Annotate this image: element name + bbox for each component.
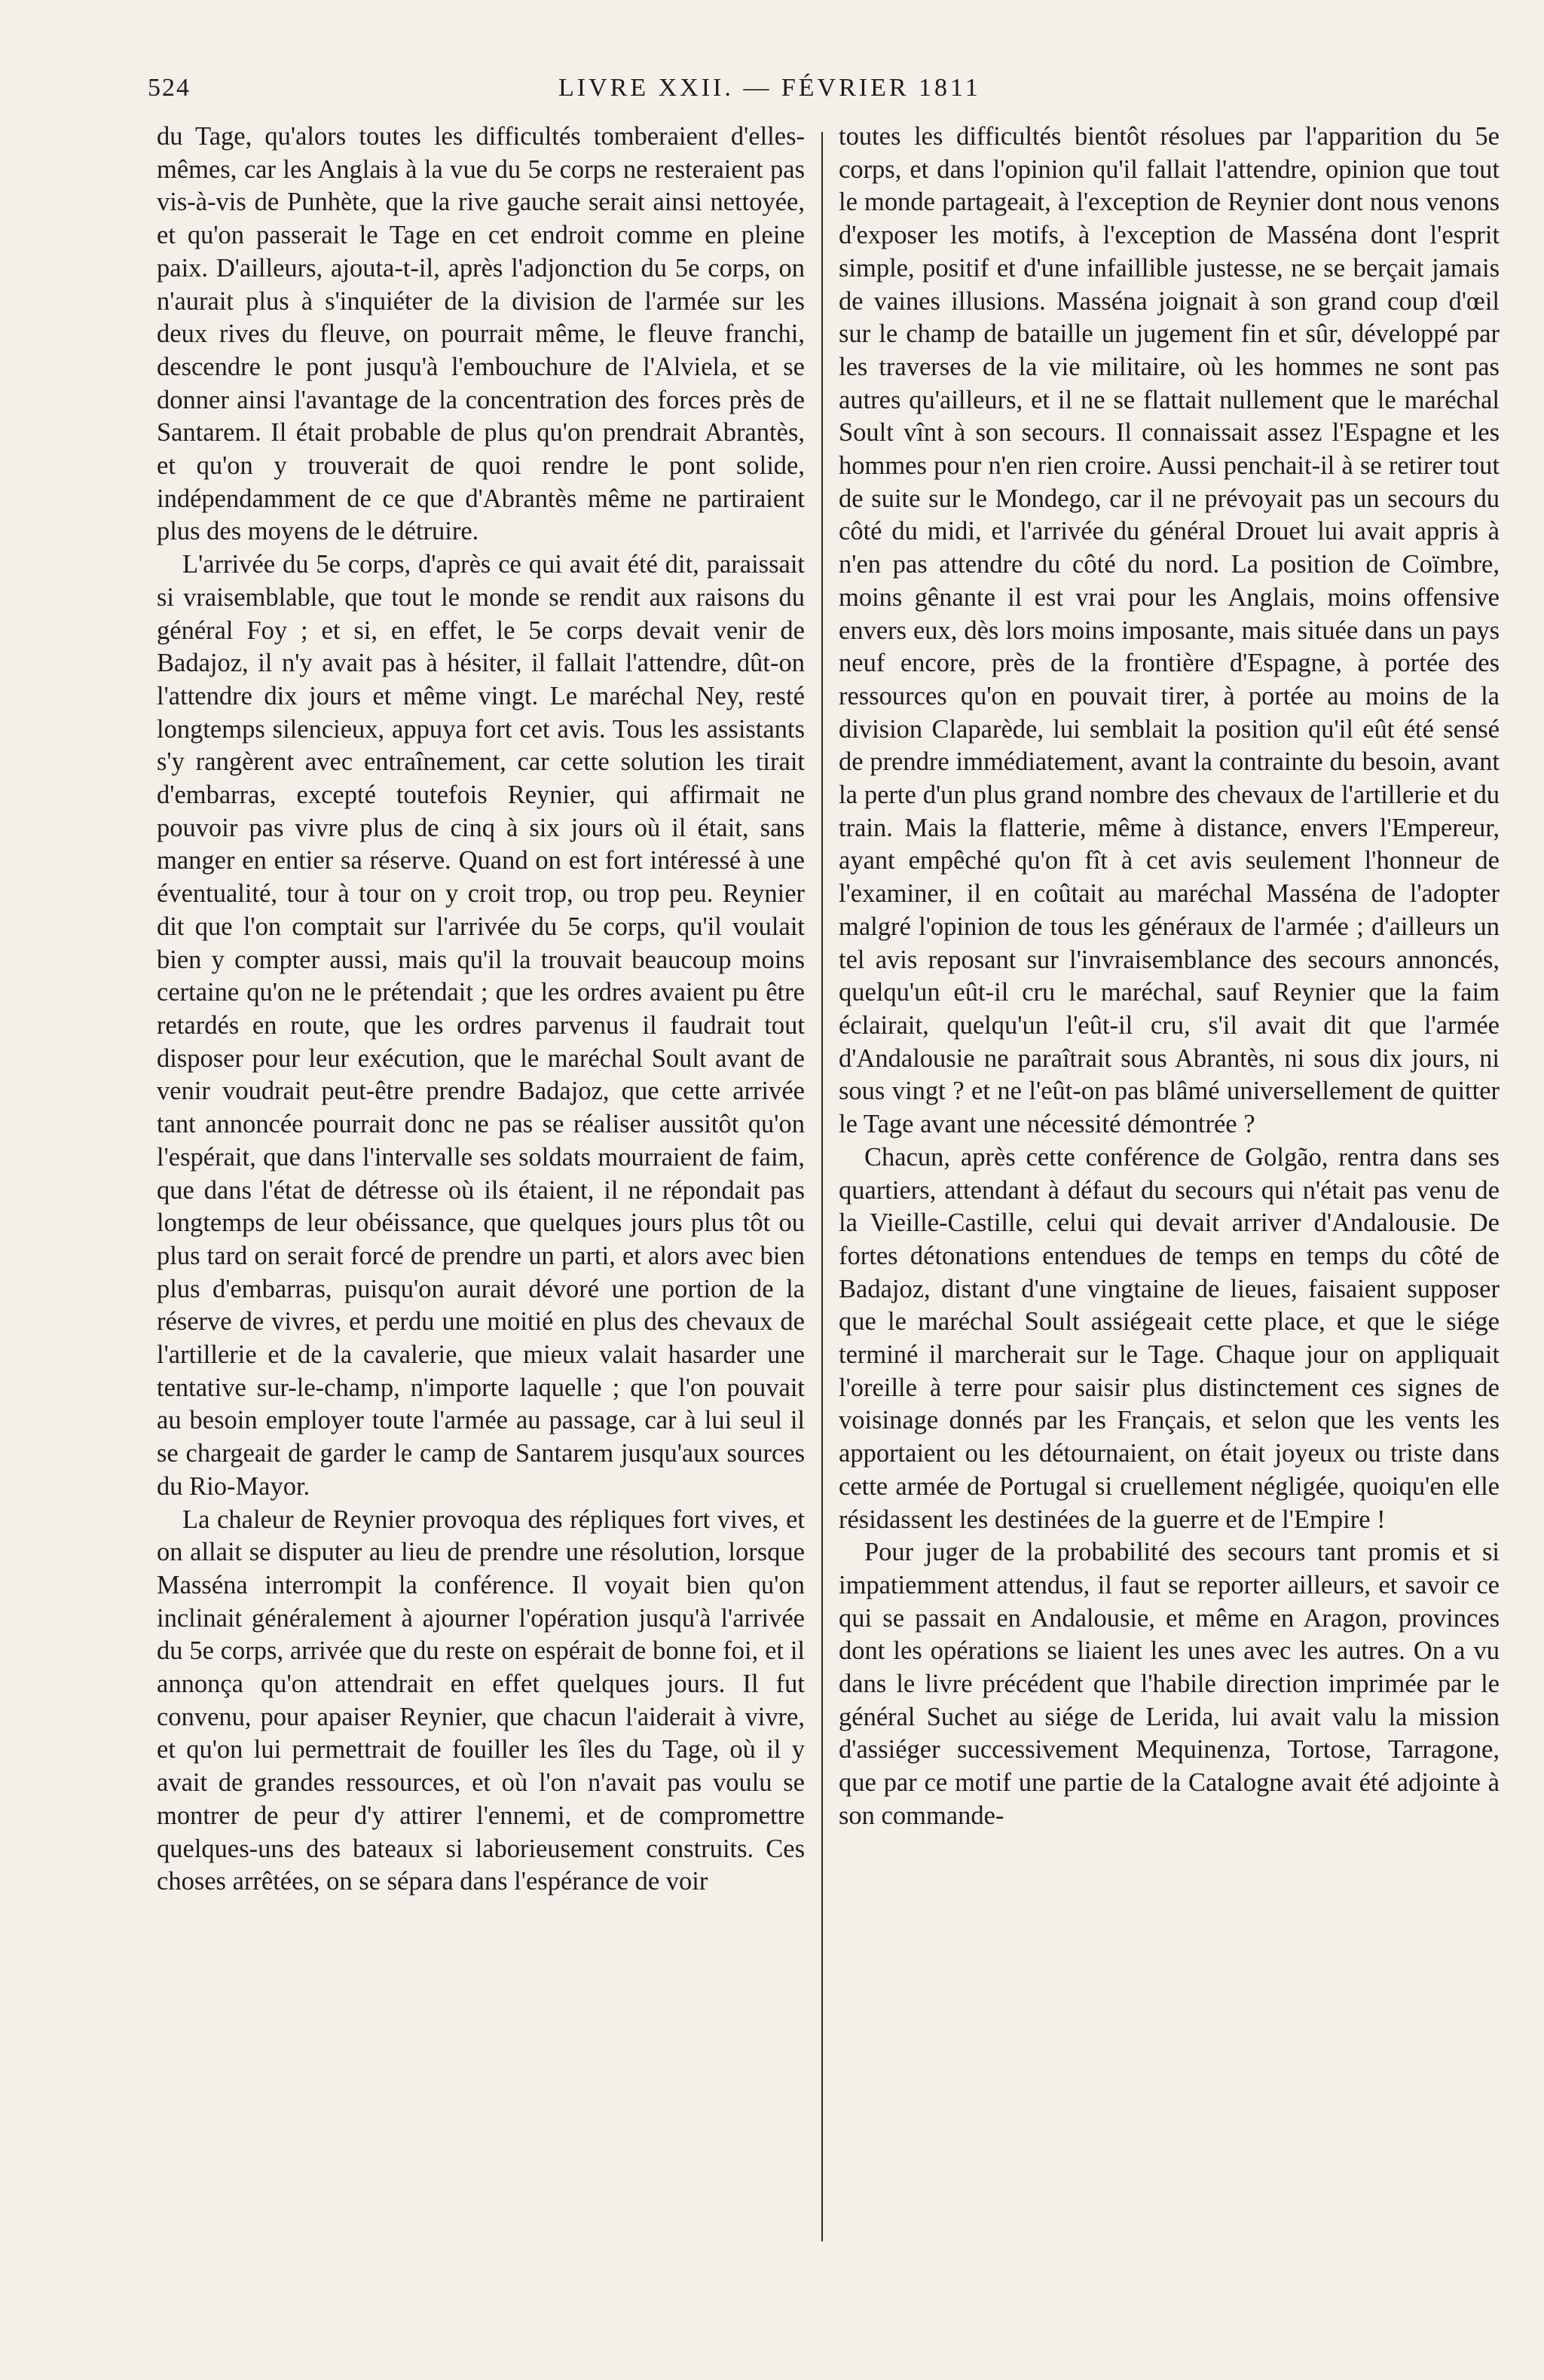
paragraph: La chaleur de Reynier provoqua des répliques fort vives, et on allait se disputer au lieu de prendre une résolution, lorsque Masséna interrompit la conférence. Il voyait bien qu'on inclinait généralement à ajourner l'opération jusqu'à l'arrivée du 5e corps, arrivée que du reste on espérait de bonne foi, et il annonça qu'on attendrait en effet quelques jours. Il fut convenu, pour apaiser Reynier, que chacun l'aiderait à vivre, et qu'on lui permettrait de fouiller les îles du Tage, où il y avait de grandes ressources, et où l'on n'avait pas voulu se montrer de peur d'y attirer l'ennemi, et de compromettre quelques-uns des bateaux si laborieusement construits. Ces choses arrêtées, on se sépara dans l'espérance de voir — [157, 1505, 805, 1896]
right-column — [839, 121, 1500, 1833]
paragraph: Chacun, après cette conférence de Golgão, rentra dans ses quartiers, attendant à défaut du secours qui n'était pas venu de la Vieille-Castille, celui qui devait arriver d'Andalousie. De fortes détonations entendues de temps en temps du côté de Badajoz, distant d'une vingtaine de lieues, faisaient supposer que le maréchal Soult assiégeait cette place, et que le siége terminé il marcherait sur le Tage. Chaque jour on appliquait l'oreille à terre pour saisir plus distinctement ces signes de voisinage donnés par les Français, et selon que les vents les apportaient ou les détournaient, on était joyeux ou triste dans cette armée de Portugal si cruellement négligée, quoiqu'en elle résidassent les destinées de la guerre et de l'Empire ! — [839, 1142, 1500, 1534]
column-divider — [821, 132, 823, 2241]
running-head: LIVRE XXII. — FÉVRIER 1811 — [558, 74, 981, 102]
paragraph: Pour juger de la probabilité des secours tant promis et si impatiemment attendus, il faut se reporter ailleurs, et savoir ce qui se passait en Andalousie, et même en Aragon, provinces dont les opérations se liaient les unes avec les autres. On a vu dans le livre précédent que l'habile direction imprimée par le général Suchet au siége de Lerida, lui avait valu la mission d'assiéger successivement Mequinenza, Tortose, Tarragone, que par ce motif une partie de la Catalogne avait été adjointe à son commande- — [839, 1538, 1500, 1830]
page-number: 524 — [148, 74, 191, 102]
paragraph: L'arrivée du 5e corps, d'après ce qui avait été dit, paraissait si vraisemblable, que tout le monde se rendit aux raisons du général Foy ; et si, en effet, le 5e corps devait venir de Badajoz, il n'y avait pas à hésiter, il fallait l'attendre, dût-on l'attendre dix jours et même vingt. Le maréchal Ney, resté longtemps silencieux, appuya fort cet avis. Tous les assistants s'y rangèrent avec entraînement, car cette solution les tirait d'embarras, excepté toutefois Reynier, qui affirmait ne pouvoir pas vivre plus de cinq à six jours où il était, sans manger en entier sa réserve. Quand on est fort intéressé à une éventualité, tour à tour on y croit trop, ou trop peu. Reynier dit que l'on comptait sur l'arrivée du 5e corps, qu'il voulait bien y compter aussi, mais qu'il la trouvait beaucoup moins certaine qu'on ne le prétendait ; que les ordres avaient pu être retardés en route, que les ordres parvenus il faudrait tout disposer pour leur exécution, que le maréchal Soult avant de venir voudrait peut-être prendre Badajoz, que cette arrivée tant annoncée pourrait donc ne pas se réaliser aussitôt qu'on l'espérait, que dans l'intervalle ses soldats mourraient de faim, que dans l'état de détresse où ils étaient, il ne répondait pas longtemps de leur obéissance, que quelques jours plus tôt ou plus tard on serait forcé de prendre un parti, et alors avec bien plus d'embarras, puisqu'on aurait dévoré une portion de la réserve de vivres, et perdu une moitié en plus des chevaux de l'artillerie et de la cavalerie, que mieux valait hasarder une tentative sur-le-champ, n'importe laquelle ; que l'on pouvait au besoin employer toute l'armée au passage, car à lui seul il se chargeait de garder le camp de Santarem jusqu'aux sources du Rio-Mayor. — [157, 550, 805, 1501]
page-header — [148, 66, 1504, 112]
paragraph: du Tage, qu'alors toutes les difficultés tomberaient d'elles-mêmes, car les Anglais à la vue du 5e corps ne resteraient pas vis-à-vis de Punhète, que la rive gauche serait ainsi nettoyée, et qu'on passerait le Tage en cet endroit comme en pleine paix. D'ailleurs, ajouta-t-il, après l'adjonction du 5e corps, on n'aurait plus à s'inquiéter de la division de l'armée sur les deux rives du fleuve, on pourrait même, le fleuve franchi, descendre le pont jusqu'à l'embouchure de l'Alviela, et se donner ainsi l'avantage de la concentration des forces près de Santarem. Il était probable de plus qu'on prendrait Abrantès, et qu'on y trouverait de quoi rendre le pont solide, indépendamment de ce que d'Abrantès même ne partiraient plus des moyens de le détruire. — [157, 122, 805, 546]
left-column — [157, 121, 805, 1899]
paragraph: toutes les difficultés bientôt résolues par l'apparition du 5e corps, et dans l'opinion qu'il fallait l'attendre, opinion que tout le monde partageait, à l'exception de Reynier dont nous venons d'exposer les motifs, à l'exception de Masséna dont l'esprit simple, positif et d'une infaillible justesse, ne se berçait jamais de vaines illusions. Masséna joignait à son grand coup d'œil sur le champ de bataille un jugement fin et sûr, développé par les traverses de la vie militaire, où les hommes ne sont pas autres qu'ailleurs, et il ne se flattait nullement que le maréchal Soult vînt à son secours. Il connaissait assez l'Espagne et les hommes pour n'en rien croire. Aussi penchait-il à se retirer tout de suite sur le Mondego, car il ne prévoyait pas un secours du côté du midi, et l'arrivée du général Drouet lui avait appris à n'en pas attendre du côté du nord. La position de Coïmbre, moins gênante il est vrai pour les Anglais, moins offensive envers eux, dès lors moins imposante, mais située dans un pays neuf encore, près de la frontière d'Espagne, à portée des ressources qu'on en pouvait tirer, à portée au moins de la division Claparède, lui semblait la position qu'il eût été sensé de prendre immédiatement, avant la contrainte du besoin, avant la perte d'un plus grand nombre des chevaux de l'artillerie et du train. Mais la flatterie, même à distance, envers l'Empereur, ayant empêché qu'on fît à cet avis seulement l'honneur de l'examiner, il en coûtait au maréchal Masséna de l'adopter malgré l'opinion de tous les généraux de l'armée ; d'ailleurs un tel avis reposant sur l'invraisemblance des secours annoncés, quelqu'un eût-il cru le maréchal, sauf Reynier que la faim éclairait, quelqu'un l'eût-il cru, s'il avait dit que l'armée d'Andalousie ne paraîtrait sous Abrantès, ni sous dix jours, ni sous vingt ? et ne l'eût-on pas blâmé universellement de quitter le Tage avant une nécessité démontrée ? — [839, 122, 1500, 1139]
